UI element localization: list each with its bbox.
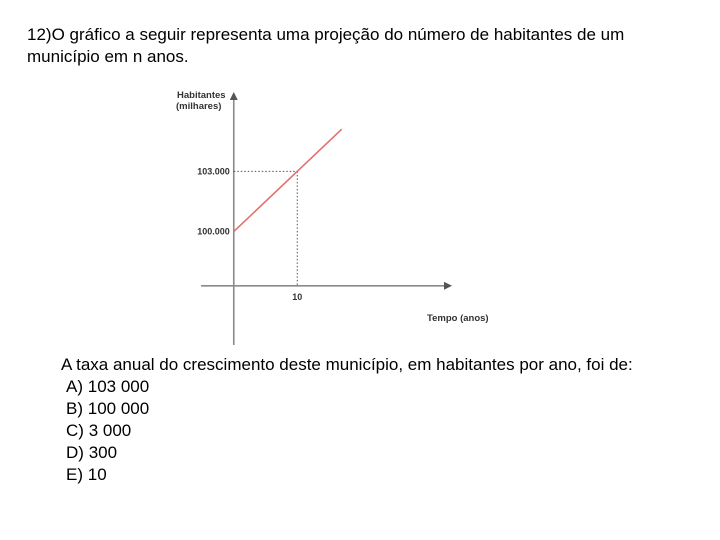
option-c[interactable] [66, 420, 149, 442]
population-chart [165, 80, 510, 350]
x-axis-title: Tempo (anos) [427, 313, 489, 324]
option-letter: A) [66, 377, 83, 396]
series-line [234, 129, 342, 231]
option-letter: E) [66, 465, 83, 484]
answer-options [66, 376, 149, 486]
option-letter: D) [66, 443, 84, 462]
question-prompt: A taxa anual do crescimento deste município, em habitantes por ano, foi de: [61, 355, 633, 374]
y-tick-label: 100.000 [197, 226, 230, 237]
option-letter: C) [66, 421, 84, 440]
question-text: 12)O gráfico a seguir representa uma projeção do número de habitantes de um município em n anos. [27, 25, 625, 66]
option-text: 103 000 [87, 377, 150, 396]
y-axis-subtitle: (milhares) [176, 101, 222, 112]
option-b[interactable] [66, 398, 149, 420]
option-d[interactable] [66, 442, 149, 464]
option-text: 300 [88, 443, 118, 462]
option-text: 100 000 [87, 399, 150, 418]
option-e[interactable] [66, 464, 149, 486]
x-tick-label: 10 [292, 291, 303, 302]
option-text: 3 000 [88, 421, 132, 440]
option-text: 10 [87, 465, 107, 484]
y-axis-title: Habitantes [177, 90, 226, 101]
option-a[interactable] [66, 376, 149, 398]
option-letter: B) [66, 399, 83, 418]
y-tick-label: 103.000 [197, 166, 230, 177]
